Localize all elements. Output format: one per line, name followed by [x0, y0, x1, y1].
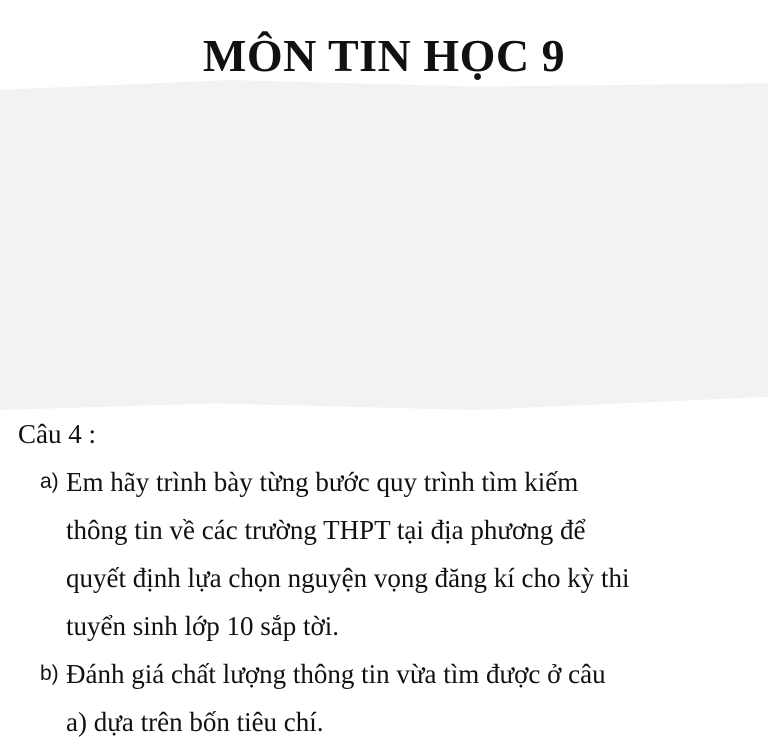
- page-title: MÔN TIN HỌC 9: [202, 30, 566, 81]
- part-a-line-1: Em hãy trình bày từng bước quy trình tìm kiếm: [66, 467, 579, 498]
- redacted-area: [0, 80, 768, 410]
- question-label: Câu 4 :: [18, 419, 96, 449]
- question-part-b: [18, 650, 758, 746]
- part-a-line-4: tuyển sinh lớp 10 sắp tời.: [66, 611, 340, 642]
- part-b-line-1: Đánh giá chất lượng thông tin vừa tìm được ở câu: [66, 659, 606, 690]
- part-a-line-3: quyết định lựa chọn nguyện vọng đăng kí cho kỳ thi: [66, 563, 630, 594]
- question-block: [18, 418, 758, 746]
- part-a-marker: a): [40, 470, 59, 494]
- part-b-marker: b): [40, 662, 59, 686]
- part-b-line-2: a) dựa trên bốn tiêu chí.: [66, 707, 324, 738]
- question-part-a: [18, 458, 758, 650]
- part-a-line-2: thông tin về các trường THPT tại địa phương để: [66, 515, 586, 546]
